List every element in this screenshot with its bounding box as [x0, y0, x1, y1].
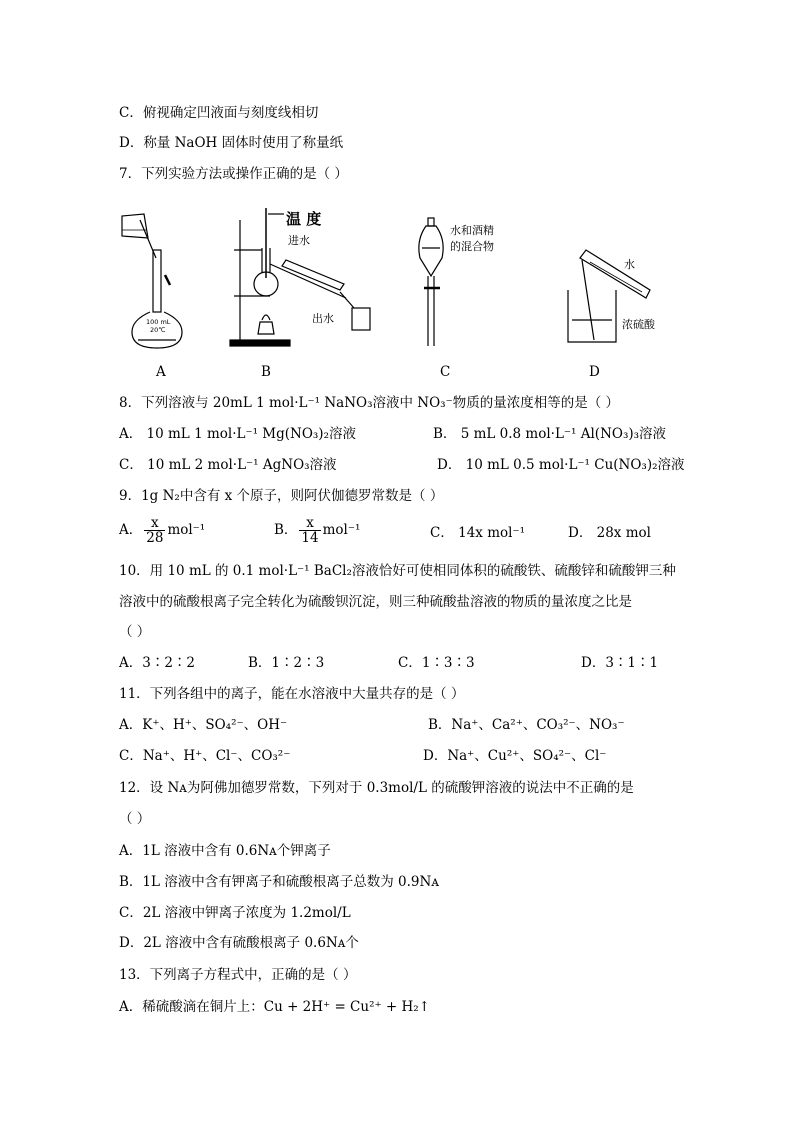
q12-option-d: D．2L 溶液中含有硫酸根离子 0.6Nᴀ个 [119, 935, 359, 951]
apparatus-b-distillation [230, 208, 370, 346]
q12-stem-line2: （ ） [119, 811, 151, 827]
q10-stem-line3: （ ） [119, 624, 151, 640]
q12-option-b: B．1L 溶液中含有钾离子和硫酸根离子总数为 0.9Nᴀ [119, 874, 439, 890]
q13-stem: 13．下列离子方程式中，正确的是（ ） [119, 967, 357, 983]
q9-stem: 9．1g N₂中含有 x 个原子，则阿伏伽德罗常数是（ ） [119, 488, 444, 504]
flask-volume-label: 100 mL [146, 318, 171, 326]
q8-option-b: B． 5 mL 0.8 mol·L⁻¹ Al(NO₃)₃溶液 [433, 426, 667, 442]
q11-option-b: B．Na⁺、Ca²⁺、CO₃²⁻、NO₃⁻ [428, 717, 625, 733]
q8-option-d: D． 10 mL 0.5 mol·L⁻¹ Cu(NO₃)₂溶液 [437, 457, 685, 473]
water-in-label: 进水 [288, 234, 310, 247]
q12-option-c: C．2L 溶液中钾离子浓度为 1.2mol/L [119, 905, 351, 921]
q6-option-c: C．俯视确定凹液面与刻度线相切 [119, 105, 319, 121]
q12-option-a: A．1L 溶液中含有 0.6Nᴀ个钾离子 [119, 843, 331, 859]
temperature-label: 温 度 [286, 210, 322, 228]
q6-option-d: D．称量 NaOH 固体时使用了称量纸 [119, 135, 344, 151]
flask-temp-label: 20℃ [150, 326, 166, 334]
q10-option-d: D．3∶1∶1 [581, 655, 659, 671]
q9-option-d: D． 28x mol [568, 525, 651, 541]
q10-stem-line1: 10．用 10 mL 的 0.1 mol·L⁻¹ BaCl₂溶液恰好可使相同体积的硫酸铁、硫酸锌和硫酸钾三种 [119, 563, 676, 579]
q9-option-b-fraction: $\frac{x}{14}$ [301, 515, 319, 546]
q11-option-c: C．Na⁺、H⁺、Cl⁻、CO₃²⁻ [119, 748, 291, 764]
q8-stem: 8．下列溶液与 20mL 1 mol·L⁻¹ NaNO₃溶液中 NO₃⁻物质的量浓度相等的是（ ） [119, 395, 619, 411]
figure-label-d: D [589, 364, 600, 380]
q9-option-a-label: A． [119, 522, 143, 538]
q12-stem: 12．设 Nᴀ为阿佛加德罗常数，下列对于 0.3mol/L 的硫酸钾溶液的说法中不正确的是 [119, 780, 634, 796]
q9-option-b: B． $\frac{x}{14}$ mol⁻¹ [274, 515, 361, 546]
q8-option-a: A． 10 mL 1 mol·L⁻¹ Mg(NO₃)₂溶液 [119, 426, 356, 442]
q11-stem: 11．下列各组中的离子，能在水溶液中大量共存的是（ ） [119, 686, 465, 702]
figure-label-a: A [156, 364, 166, 380]
water-out-label: 出水 [312, 312, 334, 325]
q7-stem: 7．下列实验方法或操作正确的是（ ） [119, 166, 348, 182]
figure-label-c: C [440, 364, 451, 380]
q10-option-a: A．3∶2∶2 [119, 655, 196, 671]
q13-option-a: A．稀硫酸滴在铜片上：Cu + 2H⁺ = Cu²⁺ + H₂↑ [119, 999, 431, 1015]
funnel-label-line2: 的混合物 [450, 240, 494, 253]
q7-apparatus-figure [110, 200, 670, 360]
water-label: 水 [624, 258, 635, 271]
q9-option-a: A． $\frac{x}{28}$ mol⁻¹ [119, 515, 206, 546]
q9-option-b-label: B． [274, 522, 298, 538]
q9-option-a-fraction: $\frac{x}{28}$ [146, 515, 164, 546]
figure-label-b: B [261, 364, 271, 380]
q11-option-d: D．Na⁺、Cu²⁺、SO₄²⁻、Cl⁻ [423, 748, 607, 764]
q10-option-b: B．1∶2∶3 [248, 655, 325, 671]
funnel-label-line1: 水和酒精 [450, 224, 494, 237]
q10-option-c: C．1∶3∶3 [398, 655, 475, 671]
q9-option-c: C． 14x mol⁻¹ [430, 525, 525, 541]
q8-option-c: C． 10 mL 2 mol·L⁻¹ AgNO₃溶液 [119, 457, 337, 473]
q10-stem-line2: 溶液中的硫酸根离子完全转化为硫酸钡沉淀，则三种硫酸盐溶液的物质的量浓度之比是 [119, 594, 632, 610]
apparatus-c-separatory-funnel [419, 218, 443, 346]
concentrated-acid-label: 浓硫酸 [622, 318, 655, 331]
q11-option-a: A．K⁺、H⁺、SO₄²⁻、OH⁻ [119, 717, 288, 733]
